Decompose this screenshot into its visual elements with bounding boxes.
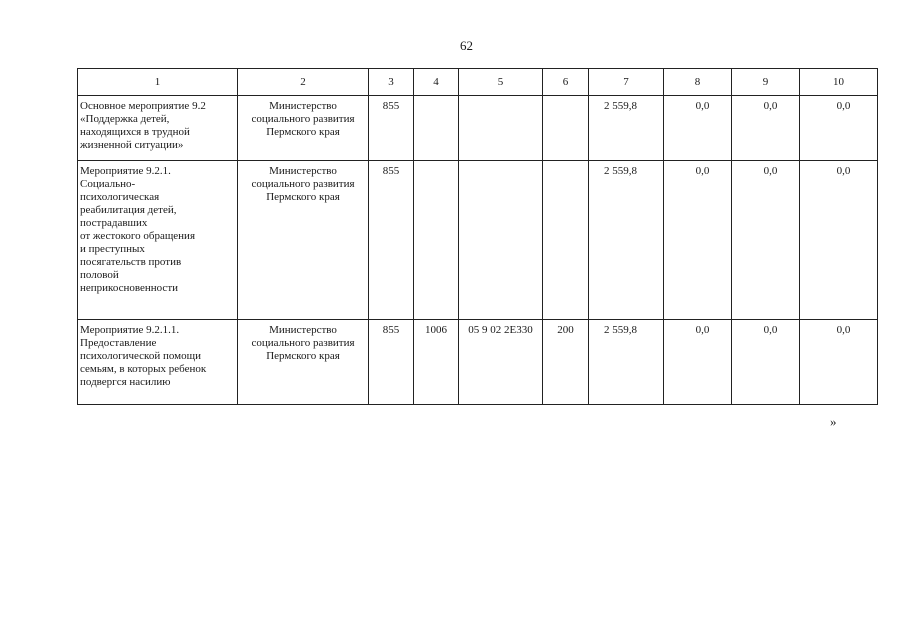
activity-name-line: Предоставление bbox=[80, 337, 157, 349]
activity-name-line: неприкосновенности bbox=[80, 282, 179, 294]
executor-cell bbox=[238, 96, 369, 161]
header-cell-1: 1 bbox=[78, 69, 238, 96]
target-article-cell bbox=[459, 96, 543, 161]
target-article-cell: 05 9 02 2E330 bbox=[459, 320, 543, 405]
executor-line: социального развития bbox=[251, 337, 355, 349]
header-cell-8: 8 bbox=[664, 69, 732, 96]
activity-name-line: посягательств против bbox=[80, 256, 182, 268]
header-cell-9: 9 bbox=[732, 69, 800, 96]
activity-name-line: психологической помощи bbox=[80, 350, 201, 362]
table-row bbox=[78, 96, 878, 161]
amount-cell: 2 559,8 bbox=[589, 320, 664, 405]
header-cell-5: 5 bbox=[459, 69, 543, 96]
section-code-cell bbox=[414, 161, 459, 320]
expense-type-cell bbox=[543, 161, 589, 320]
amount-cell: 0,0 bbox=[732, 320, 800, 405]
activity-name-line: Мероприятие 9.2.1. bbox=[80, 165, 171, 177]
activity-name-line: подвергся насилию bbox=[80, 376, 171, 388]
amount-cell: 0,0 bbox=[800, 96, 878, 161]
budget-table bbox=[77, 68, 878, 405]
activity-name-line: «Поддержка детей, bbox=[80, 113, 170, 125]
expense-type-cell: 200 bbox=[543, 320, 589, 405]
activity-name-cell bbox=[78, 161, 238, 320]
activity-name-cell bbox=[78, 320, 238, 405]
activity-name-line: Мероприятие 9.2.1.1. bbox=[80, 324, 180, 336]
table-row bbox=[78, 161, 878, 320]
executor-line: Министерство bbox=[269, 324, 337, 336]
activity-name-line: реабилитация детей, bbox=[80, 204, 177, 216]
activity-name-line: Социально- bbox=[80, 178, 136, 190]
grbs-code-cell: 855 bbox=[369, 320, 414, 405]
amount-cell: 0,0 bbox=[664, 320, 732, 405]
amount-cell: 0,0 bbox=[732, 96, 800, 161]
amount-cell: 0,0 bbox=[800, 161, 878, 320]
header-cell-2: 2 bbox=[238, 69, 369, 96]
grbs-code-cell: 855 bbox=[369, 96, 414, 161]
amount-cell: 0,0 bbox=[664, 161, 732, 320]
header-cell-7: 7 bbox=[589, 69, 664, 96]
section-code-cell: 1006 bbox=[414, 320, 459, 405]
header-cell-4: 4 bbox=[414, 69, 459, 96]
activity-name-line: и преступных bbox=[80, 243, 145, 255]
page-number: 62 bbox=[460, 38, 473, 53]
activity-name-line: жизненной ситуации» bbox=[80, 139, 184, 151]
amount-cell: 0,0 bbox=[664, 96, 732, 161]
table-header-row bbox=[78, 69, 878, 96]
grbs-code-cell: 855 bbox=[369, 161, 414, 320]
amount-cell: 0,0 bbox=[800, 320, 878, 405]
activity-name-cell bbox=[78, 96, 238, 161]
amount-cell: 2 559,8 bbox=[589, 161, 664, 320]
header-cell-3: 3 bbox=[369, 69, 414, 96]
executor-line: Пермского края bbox=[266, 126, 340, 138]
amount-cell: 0,0 bbox=[732, 161, 800, 320]
activity-name-line: семьям, в которых ребенок bbox=[80, 363, 207, 375]
target-article-cell bbox=[459, 161, 543, 320]
activity-name-line: Основное мероприятие 9.2 bbox=[80, 100, 206, 112]
activity-name-line: находящихся в трудной bbox=[80, 126, 190, 138]
activity-name-line: психологическая bbox=[80, 191, 160, 203]
executor-line: социального развития bbox=[251, 113, 355, 125]
executor-line: Министерство bbox=[269, 165, 337, 177]
table-row bbox=[78, 320, 878, 405]
activity-name-line: пострадавших bbox=[80, 217, 148, 229]
executor-cell bbox=[238, 320, 369, 405]
executor-cell bbox=[238, 161, 369, 320]
expense-type-cell bbox=[543, 96, 589, 161]
activity-name-line: от жестокого обращения bbox=[80, 230, 196, 242]
executor-line: Пермского края bbox=[266, 350, 340, 362]
amount-cell: 2 559,8 bbox=[589, 96, 664, 161]
header-cell-10: 10 bbox=[800, 69, 878, 96]
activity-name-line: половой bbox=[80, 269, 119, 281]
executor-line: Пермского края bbox=[266, 191, 340, 203]
executor-line: социального развития bbox=[251, 178, 355, 190]
closing-quote-mark: » bbox=[830, 414, 837, 429]
header-cell-6: 6 bbox=[543, 69, 589, 96]
section-code-cell bbox=[414, 96, 459, 161]
executor-line: Министерство bbox=[269, 100, 337, 112]
